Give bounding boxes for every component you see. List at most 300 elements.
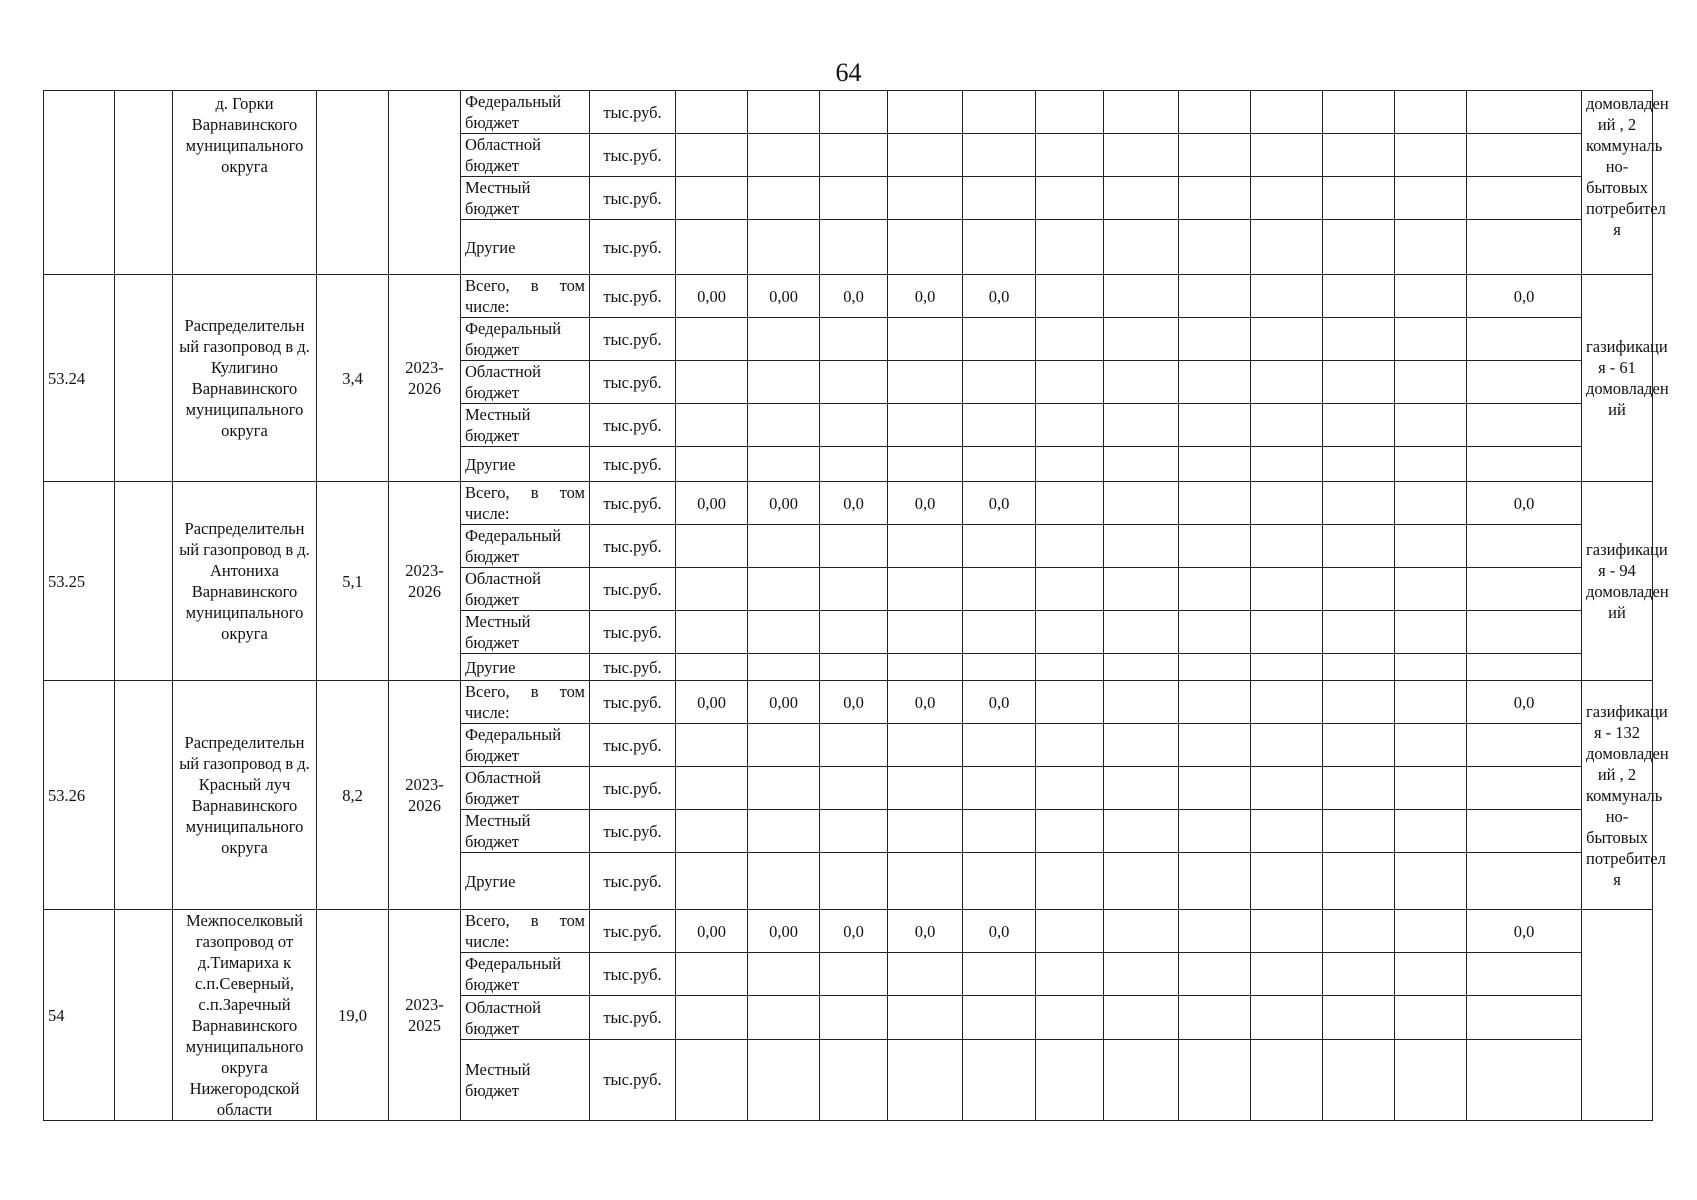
table-row xyxy=(44,482,1653,525)
value-cell xyxy=(1251,568,1323,611)
value-cell xyxy=(748,568,820,611)
value-cell: 0,0 xyxy=(888,681,963,724)
value-cell xyxy=(1395,953,1467,996)
value-cell xyxy=(1323,318,1395,361)
value-cell: 0,0 xyxy=(1467,910,1582,953)
value-cell xyxy=(963,318,1036,361)
value-cell xyxy=(676,996,748,1039)
value-cell xyxy=(963,404,1036,447)
value-cell xyxy=(1323,361,1395,404)
value-cell: 0,00 xyxy=(676,275,748,318)
value-cell xyxy=(1036,910,1104,953)
value-cell xyxy=(676,91,748,134)
value-cell xyxy=(676,953,748,996)
length-km: 3,4 xyxy=(317,275,389,482)
funding-source: Областной бюджет xyxy=(461,134,590,177)
value-cell xyxy=(1251,654,1323,681)
value-cell xyxy=(1323,1039,1395,1120)
unit-label: тыс.руб. xyxy=(590,220,676,275)
value-cell: 0,0 xyxy=(888,275,963,318)
value-cell xyxy=(1036,525,1104,568)
value-cell xyxy=(1036,810,1104,853)
value-cell xyxy=(1179,482,1251,525)
value-cell xyxy=(1323,611,1395,654)
value-cell xyxy=(1395,134,1467,177)
value-cell xyxy=(1467,404,1582,447)
value-cell: 0,0 xyxy=(1467,482,1582,525)
length-km: 8,2 xyxy=(317,681,389,910)
funding-source: Федеральный бюджет xyxy=(461,318,590,361)
value-cell xyxy=(1323,654,1395,681)
value-cell xyxy=(1036,361,1104,404)
value-cell xyxy=(1251,953,1323,996)
value-cell xyxy=(1395,482,1467,525)
value-cell xyxy=(676,654,748,681)
value-cell xyxy=(1323,220,1395,275)
value-cell xyxy=(1179,681,1251,724)
expected-result: домовладен ий , 2 коммуналь но- бытовых потребител я xyxy=(1582,91,1653,275)
value-cell xyxy=(676,810,748,853)
period-years: 2023-2026 xyxy=(389,482,461,681)
funding-source: Всего, в том числе: xyxy=(461,910,590,953)
value-cell xyxy=(1467,525,1582,568)
value-cell xyxy=(1104,525,1179,568)
unit-label: тыс.руб. xyxy=(590,404,676,447)
period-years: 2023-2025 xyxy=(389,910,461,1121)
value-cell xyxy=(1179,654,1251,681)
value-cell xyxy=(1036,996,1104,1039)
value-cell xyxy=(1323,853,1395,910)
value-cell xyxy=(1467,568,1582,611)
table-row xyxy=(44,681,1653,724)
unit-label: тыс.руб. xyxy=(590,318,676,361)
value-cell xyxy=(1179,525,1251,568)
value-cell xyxy=(1395,724,1467,767)
value-cell xyxy=(1251,767,1323,810)
value-cell xyxy=(1323,996,1395,1039)
value-cell xyxy=(748,953,820,996)
value-cell xyxy=(1251,275,1323,318)
value-cell xyxy=(1467,220,1582,275)
value-cell xyxy=(888,810,963,853)
value-cell xyxy=(820,996,888,1039)
value-cell xyxy=(1036,447,1104,482)
value-cell xyxy=(676,404,748,447)
value-cell xyxy=(1251,996,1323,1039)
value-cell xyxy=(1104,1039,1179,1120)
funding-source: Федеральный бюджет xyxy=(461,91,590,134)
value-cell xyxy=(963,525,1036,568)
value-cell xyxy=(1395,1039,1467,1120)
value-cell xyxy=(748,996,820,1039)
value-cell xyxy=(820,134,888,177)
value-cell xyxy=(748,220,820,275)
value-cell xyxy=(748,404,820,447)
value-cell xyxy=(1467,953,1582,996)
value-cell xyxy=(748,447,820,482)
funding-source: Другие xyxy=(461,447,590,482)
value-cell xyxy=(1251,318,1323,361)
value-cell xyxy=(963,654,1036,681)
value-cell xyxy=(748,361,820,404)
value-cell xyxy=(963,953,1036,996)
empty-cell xyxy=(115,482,173,681)
value-cell xyxy=(1395,404,1467,447)
value-cell: 0,0 xyxy=(820,681,888,724)
value-cell xyxy=(1395,361,1467,404)
value-cell xyxy=(676,1039,748,1120)
value-cell xyxy=(1395,810,1467,853)
value-cell xyxy=(1395,853,1467,910)
value-cell xyxy=(888,996,963,1039)
value-cell xyxy=(1323,681,1395,724)
value-cell xyxy=(676,767,748,810)
expected-result xyxy=(1582,910,1653,1121)
unit-label: тыс.руб. xyxy=(590,91,676,134)
value-cell xyxy=(1036,318,1104,361)
value-cell xyxy=(1036,611,1104,654)
value-cell xyxy=(1104,220,1179,275)
value-cell xyxy=(1323,275,1395,318)
value-cell xyxy=(1323,447,1395,482)
value-cell xyxy=(1036,91,1104,134)
value-cell xyxy=(676,611,748,654)
value-cell xyxy=(963,767,1036,810)
item-number: 53.24 xyxy=(44,275,115,482)
value-cell xyxy=(748,318,820,361)
value-cell xyxy=(820,447,888,482)
value-cell: 0,0 xyxy=(820,482,888,525)
value-cell xyxy=(676,724,748,767)
value-cell xyxy=(748,654,820,681)
value-cell xyxy=(1467,724,1582,767)
value-cell xyxy=(888,134,963,177)
expected-result: газификаци я - 61 домовладен ий xyxy=(1582,275,1653,482)
value-cell xyxy=(888,611,963,654)
value-cell xyxy=(963,361,1036,404)
funding-source: Всего, в том числе: xyxy=(461,275,590,318)
value-cell xyxy=(1323,525,1395,568)
unit-label: тыс.руб. xyxy=(590,525,676,568)
value-cell xyxy=(1104,275,1179,318)
value-cell xyxy=(748,810,820,853)
value-cell xyxy=(820,1039,888,1120)
value-cell xyxy=(888,953,963,996)
value-cell xyxy=(1104,447,1179,482)
value-cell xyxy=(1251,361,1323,404)
value-cell xyxy=(1036,275,1104,318)
funding-source: Областной бюджет xyxy=(461,767,590,810)
value-cell xyxy=(1036,853,1104,910)
value-cell xyxy=(1036,767,1104,810)
value-cell xyxy=(1036,220,1104,275)
object-name: д. Горки Варнавинского муниципального округа xyxy=(173,91,317,275)
value-cell xyxy=(748,853,820,910)
value-cell xyxy=(1179,996,1251,1039)
value-cell xyxy=(1104,404,1179,447)
value-cell xyxy=(1251,810,1323,853)
table-row xyxy=(44,91,1653,134)
value-cell xyxy=(1395,681,1467,724)
value-cell xyxy=(1323,724,1395,767)
expected-result: газификаци я - 94 домовладен ий xyxy=(1582,482,1653,681)
value-cell xyxy=(676,177,748,220)
value-cell: 0,00 xyxy=(748,482,820,525)
value-cell xyxy=(1036,1039,1104,1120)
value-cell xyxy=(888,91,963,134)
value-cell xyxy=(748,177,820,220)
value-cell: 0,0 xyxy=(888,910,963,953)
value-cell xyxy=(1467,134,1582,177)
value-cell xyxy=(1323,134,1395,177)
value-cell xyxy=(1323,953,1395,996)
value-cell: 0,0 xyxy=(1467,681,1582,724)
funding-source: Областной бюджет xyxy=(461,568,590,611)
value-cell xyxy=(820,953,888,996)
value-cell xyxy=(1251,447,1323,482)
value-cell xyxy=(963,134,1036,177)
value-cell xyxy=(820,853,888,910)
value-cell xyxy=(820,568,888,611)
value-cell: 0,00 xyxy=(748,275,820,318)
value-cell xyxy=(1467,1039,1582,1120)
funding-source: Федеральный бюджет xyxy=(461,953,590,996)
value-cell xyxy=(1467,91,1582,134)
value-cell xyxy=(1179,275,1251,318)
value-cell xyxy=(963,611,1036,654)
value-cell xyxy=(1467,996,1582,1039)
value-cell xyxy=(676,134,748,177)
object-name: Распределительн ый газопровод в д. Красный луч Варнавинского муниципального округа xyxy=(173,681,317,910)
value-cell xyxy=(1251,910,1323,953)
value-cell xyxy=(1323,910,1395,953)
unit-label: тыс.руб. xyxy=(590,996,676,1039)
value-cell xyxy=(820,404,888,447)
value-cell xyxy=(888,404,963,447)
unit-label: тыс.руб. xyxy=(590,482,676,525)
item-number xyxy=(44,91,115,275)
value-cell xyxy=(1179,910,1251,953)
value-cell xyxy=(1036,134,1104,177)
unit-label: тыс.руб. xyxy=(590,361,676,404)
value-cell: 0,0 xyxy=(820,910,888,953)
unit-label: тыс.руб. xyxy=(590,654,676,681)
value-cell xyxy=(963,91,1036,134)
funding-source: Областной бюджет xyxy=(461,996,590,1039)
unit-label: тыс.руб. xyxy=(590,134,676,177)
value-cell xyxy=(1251,404,1323,447)
object-name: Распределительн ый газопровод в д. Кулигино Варнавинского муниципального округа xyxy=(173,275,317,482)
unit-label: тыс.руб. xyxy=(590,275,676,318)
unit-label: тыс.руб. xyxy=(590,724,676,767)
page-number: 64 xyxy=(835,58,862,87)
value-cell: 0,0 xyxy=(963,910,1036,953)
value-cell xyxy=(963,220,1036,275)
value-cell xyxy=(1323,177,1395,220)
value-cell xyxy=(1251,482,1323,525)
value-cell xyxy=(748,134,820,177)
value-cell xyxy=(1395,654,1467,681)
value-cell xyxy=(1104,654,1179,681)
funding-source: Областной бюджет xyxy=(461,361,590,404)
value-cell xyxy=(1467,810,1582,853)
value-cell xyxy=(1179,724,1251,767)
value-cell xyxy=(1104,681,1179,724)
funding-source: Другие xyxy=(461,220,590,275)
item-number: 53.26 xyxy=(44,681,115,910)
value-cell xyxy=(1395,447,1467,482)
value-cell xyxy=(820,611,888,654)
value-cell xyxy=(1467,447,1582,482)
value-cell xyxy=(1323,404,1395,447)
value-cell xyxy=(963,996,1036,1039)
value-cell xyxy=(676,220,748,275)
value-cell xyxy=(676,447,748,482)
value-cell xyxy=(1395,767,1467,810)
period-years: 2023-2026 xyxy=(389,275,461,482)
value-cell xyxy=(888,724,963,767)
value-cell xyxy=(1251,853,1323,910)
value-cell xyxy=(1395,275,1467,318)
value-cell xyxy=(820,654,888,681)
value-cell xyxy=(1395,996,1467,1039)
value-cell xyxy=(1467,318,1582,361)
value-cell xyxy=(1104,482,1179,525)
empty-cell xyxy=(115,275,173,482)
value-cell xyxy=(1179,361,1251,404)
value-cell xyxy=(1395,611,1467,654)
value-cell xyxy=(1104,177,1179,220)
object-name: Межпоселковый газопровод от д.Тимариха к с.п.Северный, с.п.Заречный Варнавинского муниципального округа Нижегородской области xyxy=(173,910,317,1121)
value-cell: 0,0 xyxy=(820,275,888,318)
value-cell xyxy=(1104,767,1179,810)
value-cell xyxy=(1179,134,1251,177)
funding-source: Местный бюджет xyxy=(461,810,590,853)
value-cell xyxy=(1467,177,1582,220)
value-cell xyxy=(1395,568,1467,611)
unit-label: тыс.руб. xyxy=(590,1039,676,1120)
value-cell xyxy=(820,525,888,568)
value-cell: 0,0 xyxy=(1467,275,1582,318)
table-row xyxy=(44,275,1653,318)
funding-source: Местный бюджет xyxy=(461,611,590,654)
unit-label: тыс.руб. xyxy=(590,953,676,996)
value-cell xyxy=(1179,853,1251,910)
value-cell xyxy=(1251,177,1323,220)
value-cell xyxy=(1036,654,1104,681)
value-cell xyxy=(1104,568,1179,611)
value-cell xyxy=(963,724,1036,767)
value-cell xyxy=(1104,810,1179,853)
value-cell xyxy=(888,525,963,568)
empty-cell xyxy=(115,910,173,1121)
funding-source: Всего, в том числе: xyxy=(461,681,590,724)
empty-cell xyxy=(115,91,173,275)
value-cell xyxy=(820,220,888,275)
value-cell xyxy=(1179,953,1251,996)
value-cell xyxy=(1104,361,1179,404)
value-cell xyxy=(1036,177,1104,220)
value-cell xyxy=(820,91,888,134)
value-cell xyxy=(1036,724,1104,767)
value-cell xyxy=(1395,525,1467,568)
value-cell xyxy=(820,177,888,220)
table-body xyxy=(44,91,1669,1121)
value-cell xyxy=(748,611,820,654)
value-cell xyxy=(1179,91,1251,134)
funding-source: Местный бюджет xyxy=(461,177,590,220)
value-cell xyxy=(1467,853,1582,910)
value-cell xyxy=(820,724,888,767)
value-cell xyxy=(1251,724,1323,767)
value-cell xyxy=(888,767,963,810)
unit-label: тыс.руб. xyxy=(590,910,676,953)
period-years xyxy=(389,91,461,275)
value-cell xyxy=(1251,681,1323,724)
value-cell xyxy=(1179,1039,1251,1120)
value-cell xyxy=(1179,318,1251,361)
value-cell xyxy=(1395,220,1467,275)
value-cell xyxy=(1467,654,1582,681)
value-cell: 0,0 xyxy=(963,482,1036,525)
value-cell xyxy=(1104,853,1179,910)
value-cell xyxy=(1179,767,1251,810)
value-cell xyxy=(1104,611,1179,654)
value-cell xyxy=(748,525,820,568)
value-cell xyxy=(1467,767,1582,810)
value-cell xyxy=(888,177,963,220)
value-cell xyxy=(676,361,748,404)
value-cell xyxy=(1323,568,1395,611)
funding-source: Местный бюджет xyxy=(461,1039,590,1120)
value-cell xyxy=(1323,767,1395,810)
unit-label: тыс.руб. xyxy=(590,611,676,654)
value-cell xyxy=(1251,220,1323,275)
value-cell xyxy=(676,318,748,361)
value-cell xyxy=(1467,611,1582,654)
value-cell xyxy=(1036,681,1104,724)
value-cell xyxy=(888,1039,963,1120)
value-cell xyxy=(888,361,963,404)
empty-cell xyxy=(115,681,173,910)
funding-source: Федеральный бюджет xyxy=(461,724,590,767)
value-cell xyxy=(963,177,1036,220)
value-cell: 0,00 xyxy=(676,681,748,724)
value-cell xyxy=(1323,810,1395,853)
value-cell: 0,0 xyxy=(963,681,1036,724)
value-cell xyxy=(820,361,888,404)
value-cell xyxy=(1036,953,1104,996)
value-cell xyxy=(1104,91,1179,134)
value-cell xyxy=(1251,611,1323,654)
expected-result: газификаци я - 132 домовладен ий , 2 коммуналь но- бытовых потребител я xyxy=(1582,681,1653,910)
unit-label: тыс.руб. xyxy=(590,447,676,482)
value-cell xyxy=(748,91,820,134)
length-km: 5,1 xyxy=(317,482,389,681)
value-cell xyxy=(1251,1039,1323,1120)
value-cell: 0,00 xyxy=(676,482,748,525)
unit-label: тыс.руб. xyxy=(590,767,676,810)
value-cell xyxy=(1036,568,1104,611)
funding-source: Всего, в том числе: xyxy=(461,482,590,525)
value-cell xyxy=(1395,910,1467,953)
value-cell xyxy=(748,767,820,810)
value-cell xyxy=(820,767,888,810)
value-cell xyxy=(963,810,1036,853)
value-cell xyxy=(963,1039,1036,1120)
value-cell xyxy=(888,654,963,681)
value-cell xyxy=(676,853,748,910)
